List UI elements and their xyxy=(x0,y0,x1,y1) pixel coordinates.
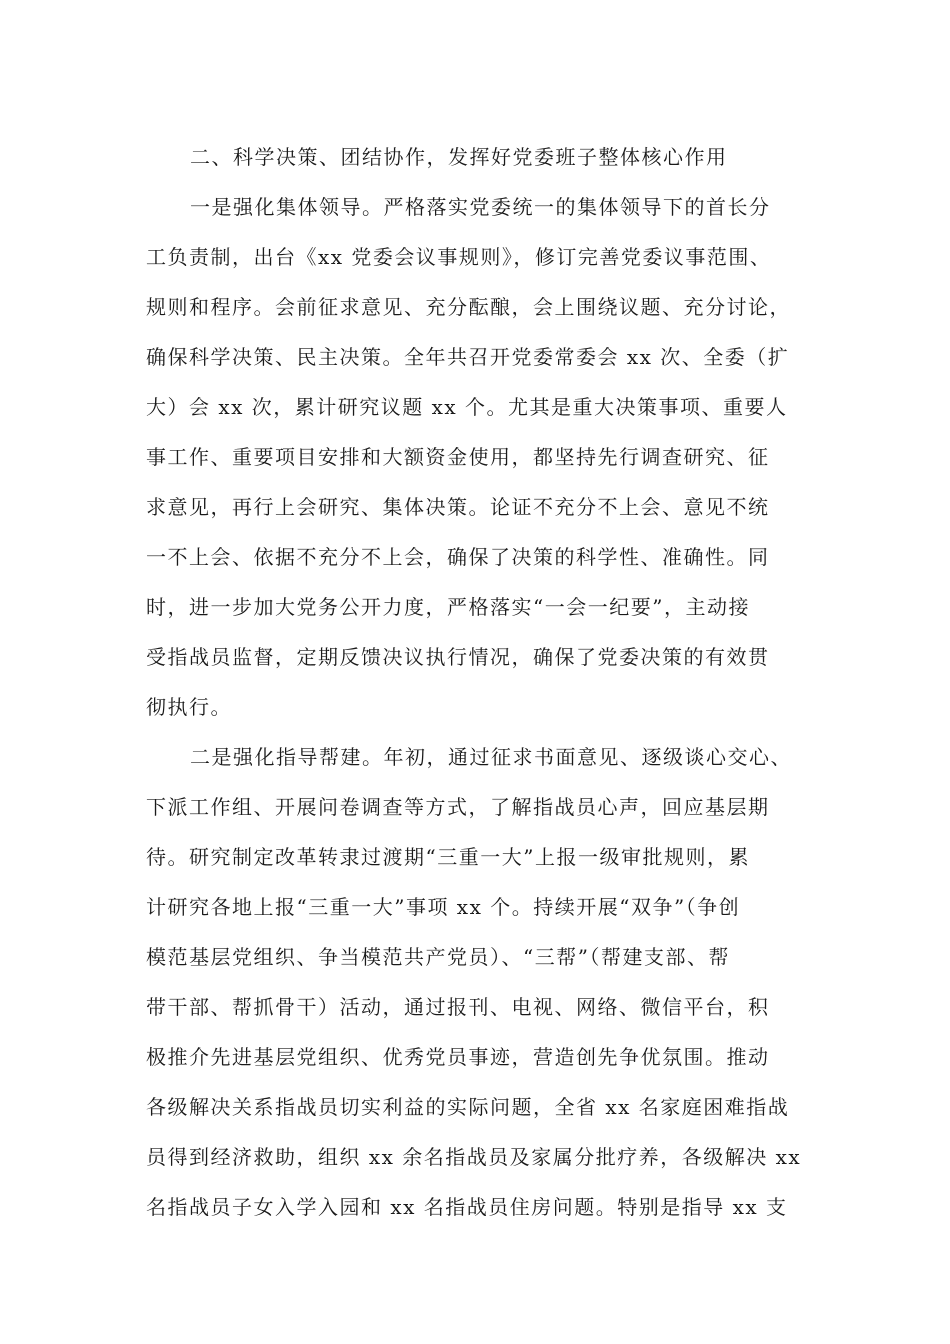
paragraph-1-line-5: 大）会 xx 次，累计研究议题 xx 个。尤其是重大决策事项、重要人 xyxy=(146,395,788,419)
paragraph-1-line-2: 工负责制，出台《xx 党委会议事规则》，修订完善党委议事范围、 xyxy=(146,245,772,269)
paragraph-2-line-3: 待。研究制定改革转隶过渡期“三重一大”上报一级审批规则，累 xyxy=(146,845,750,869)
paragraph-1-line-8: 一不上会、依据不充分不上会，确保了决策的科学性、准确性。同 xyxy=(146,545,770,569)
paragraph-1-line-3: 规则和程序。会前征求意见、充分酝酿，会上围绕议题、充分讨论， xyxy=(146,295,791,319)
paragraph-1-line-6: 事工作、重要项目安排和大额资金使用，都坚持先行调查研究、征 xyxy=(146,445,770,469)
paragraph-2-line-5: 模范基层党组织、争当模范共产党员）、“三帮”（帮建支部、帮 xyxy=(146,945,730,969)
paragraph-2-line-8: 各级解决关系指战员切实利益的实际问题，全省 xx 名家庭困难指战 xyxy=(146,1095,790,1119)
paragraph-1-line-1: 一是强化集体领导。严格落实党委统一的集体领导下的首长分 xyxy=(190,195,771,219)
paragraph-1-line-11: 彻执行。 xyxy=(146,695,232,719)
paragraph-2-line-4: 计研究各地上报“三重一大”事项 xx 个。持续开展“双争”（争创 xyxy=(146,895,741,919)
document-body xyxy=(146,132,826,1232)
paragraph-2-line-7: 极推介先进基层党组织、优秀党员事迹，营造创先争优氛围。推动 xyxy=(146,1045,770,1069)
paragraph-2-line-1: 二是强化指导帮建。年初，通过征求书面意见、逐级谈心交心、 xyxy=(190,745,792,769)
paragraph-1-line-9: 时，进一步加大党务公开力度，严格落实“一会一纪要”，主动接 xyxy=(146,595,750,619)
paragraph-2-line-10: 名指战员子女入学入园和 xx 名指战员住房问题。特别是指导 xx 支 xyxy=(146,1195,788,1219)
paragraph-2-line-9: 员得到经济救助，组织 xx 余名指战员及家属分批疗养，各级解决 xx xyxy=(146,1145,802,1169)
section-heading: 二、科学决策、团结协作，发挥好党委班子整体核心作用 xyxy=(190,145,728,169)
paragraph-2-line-6: 带干部、帮抓骨干）活动，通过报刊、电视、网络、微信平台，积 xyxy=(146,995,770,1019)
paragraph-2-line-2: 下派工作组、开展问卷调查等方式，了解指战员心声，回应基层期 xyxy=(146,795,770,819)
paragraph-1-line-7: 求意见，再行上会研究、集体决策。论证不充分不上会、意见不统 xyxy=(146,495,770,519)
paragraph-1-line-10: 受指战员监督，定期反馈决议执行情况，确保了党委决策的有效贯 xyxy=(146,645,770,669)
paragraph-1-line-4: 确保科学决策、民主决策。全年共召开党委常委会 xx 次、全委（扩 xyxy=(146,345,790,369)
